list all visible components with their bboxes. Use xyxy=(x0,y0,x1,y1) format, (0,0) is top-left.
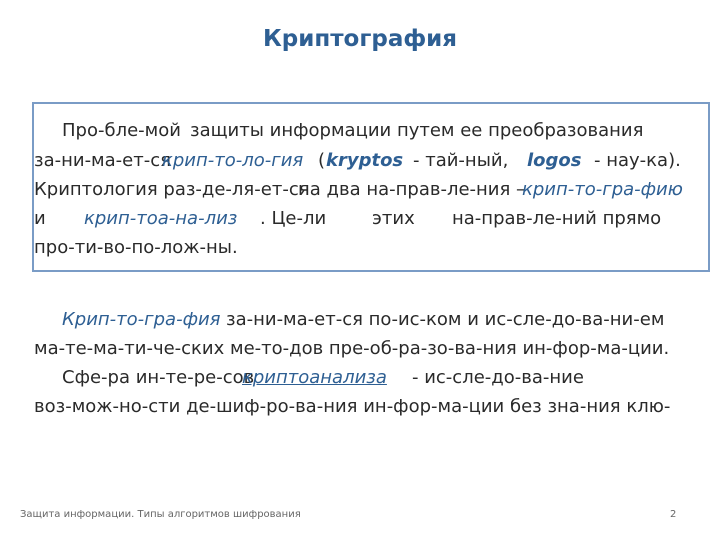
box-line3-b: на два на-прав-ле-ния – xyxy=(298,179,526,200)
page-number: 2 xyxy=(670,509,677,520)
box-line5: про-ти-во-по-лож-ны. xyxy=(34,237,238,258)
box-line2-paren: ( xyxy=(318,150,326,171)
box-line2-d: - нау-ка). xyxy=(594,150,681,171)
box-line2-c: - тай-ный, xyxy=(413,150,509,171)
para-line3-a: Сфе-ра ин-те-ре-сов xyxy=(62,367,255,388)
slide-title: Криптография xyxy=(262,26,458,52)
box-line4-a: и xyxy=(34,208,46,229)
term-cryptanalysis-2: криптоанализа xyxy=(242,367,387,388)
term-cryptography-2: Крип-то-гра-фия xyxy=(62,309,221,330)
para-line2: ма-те-ма-ти-че-ских ме-то-дов пре-об-ра-зо-ва-ния ин-фор-ма-ции. xyxy=(34,338,670,359)
box-line4-d: на-прав-ле-ний прямо xyxy=(452,208,662,229)
term-cryptology: крип-то-ло-гия xyxy=(162,150,304,171)
para-line3-b: - ис-сле-до-ва-ние xyxy=(412,367,584,388)
box-line1-a: Про-бле-мой xyxy=(62,120,181,141)
term-cryptanalysis: крип-тоа-на-лиз xyxy=(84,208,238,229)
box-line4-b: . Це-ли xyxy=(260,208,327,229)
box-line1-b: защиты информации путем ее преобразования xyxy=(190,120,644,141)
footer-text: Защита информации. Типы алгоритмов шифрования xyxy=(20,509,301,520)
word-kryptos: kryptos xyxy=(326,150,404,171)
word-logos: logos xyxy=(527,150,582,171)
term-cryptography: крип-то-гра-фию xyxy=(522,179,683,200)
box-line2-a: за-ни-ма-ет-ся xyxy=(34,150,171,171)
box-line3-a: Криптология раз-де-ля-ет-ся xyxy=(34,179,310,200)
para-line1-b: за-ни-ма-ет-ся по-ис-ком и ис-сле-до-ва-ни-ем xyxy=(226,309,665,330)
box-line4-c: этих xyxy=(372,208,415,229)
para-line4: воз-мож-но-сти де-шиф-ро-ва-ния ин-фор-ма-ции без зна-ния клю- xyxy=(34,396,671,417)
